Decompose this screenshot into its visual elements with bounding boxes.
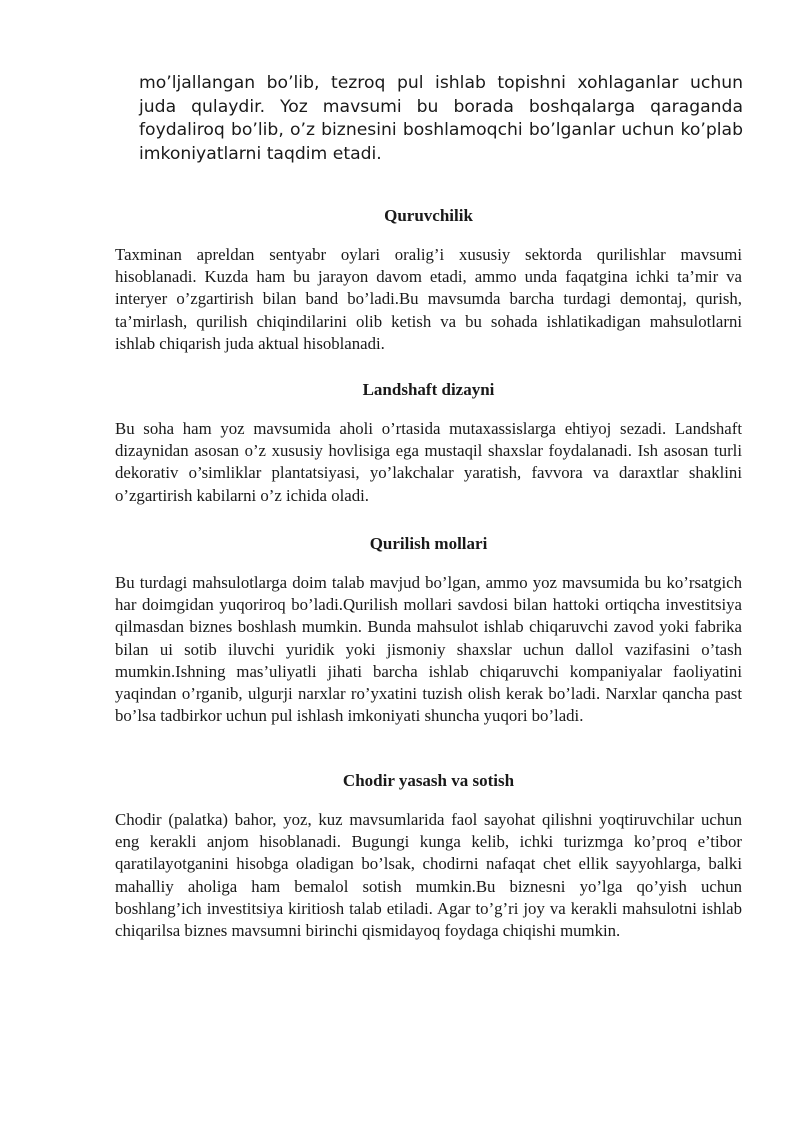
section-heading: Qurilish mollari	[369, 534, 488, 553]
section-paragraph: Bu soha ham yoz mavsumida aholi o’rtasida mutaxassislarga ehtiyoj sezadi. Landshaft dizaynidan asosan o’z xususiy hovlisiga ega mustaqil shaxslar foydalanadi. Ish asosan turli dekorativ o’simliklar plantatsiyasi, yo’lakchalar yaratish, favvora va daraxtlar shaklini o’zgartirish kabilarni o’z ichida oladi.	[115, 419, 742, 505]
section-qurilish-mollari	[115, 534, 742, 727]
section-quruvchilik	[115, 206, 742, 355]
section-paragraph: Taxminan apreldan sentyabr oylari oralig’i xususiy sektorda qurilishlar mavsumi hisoblanadi. Kuzda ham bu jarayon davom etadi, ammo unda faqatgina ichki ta’mir va interyer o’zgartirish bilan band bo’ladi.Bu mavsumda barcha turdagi demontaj, qurish, ta’mirlash, qurilish chiqindilarini olib ketish va bu sohada ishlatikadigan mahsulotlarni ishlab chiqarish juda aktual hisoblanadi.	[115, 245, 742, 353]
section-heading: Quruvchilik	[384, 206, 473, 225]
section-paragraph: Chodir (palatka) bahor, yoz, kuz mavsumlarida faol sayohat qilishni yoqtiruvchilar uchun eng kerakli anjom hisoblanadi. Bugungi kunga kelib, ichki turizmga ko’proq e’tibor qaratilayotganini hisobga oladigan bo’lsak, chodirni nafaqat chet ellik sayyohlarga, balki mahalliy aholiga ham bemalol sotish mumkin.Bu biznesni yo’lga qo’yish uchun boshlang’ich investitsiya kiritiosh talab etiladi. Agar to’g’ri joy va kerakli mahsulotni ishlab chiqarilsa biznes mavsumni birinchi qismidayoq foydaga chiqishi mumkin.	[115, 810, 742, 941]
section-paragraph: Bu turdagi mahsulotlarga doim talab mavjud bo’lgan, ammo yoz mavsumida bu ko’rsatgich har doimgidan yuqoriroq bo’ladi.Qurilish mollari savdosi bilan hattoki ortiqcha investitsiya qilmasdan biznes boshlash mumkin. Bunda mahsulot ishlab chiqaruvchi zavod yoki fabrika bilan ui sotib iluvchi yuridik yoki jismoniy shaxslar uchun dallol vazifasini o’tash mumkin.Ishning mas’uliyatli jihati barcha ishlab chiqaruvchi kompaniyalar faoliyatini yaqindan o’rganib, ulgurji narxlar ro’yxatini tuzish olish kerak bo’ladi. Narxlar qancha past bo’lsa tadbirkor uchun pul ishlash imkoniyati shuncha yuqori bo’ladi.	[115, 573, 742, 726]
section-heading: Chodir yasash va sotish	[342, 771, 515, 790]
intro-paragraph: mo’ljallangan bo’lib, tezroq pul ishlab topishni xohlaganlar uchun juda qulaydir. Yoz mavsumi bu borada boshqalarga qaraganda foydaliroq bo’lib, o’z biznesini boshlamoqchi bo’lganlar uchun ko’plab imkoniyatlarni taqdim etadi.	[139, 73, 743, 164]
section-landshaft-dizayni	[115, 380, 742, 507]
section-heading: Landshaft dizayni	[362, 380, 495, 399]
section-chodir-yasash	[115, 771, 742, 942]
